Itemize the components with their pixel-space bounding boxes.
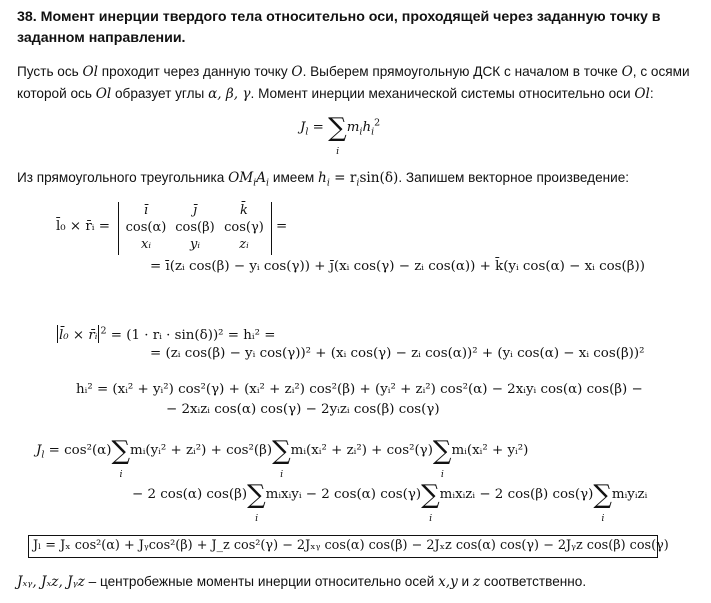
matrix-cell: k̄	[240, 203, 248, 218]
matrix-cell: cos(γ)	[224, 220, 264, 235]
matrix-cell: j̄	[192, 203, 198, 218]
matrix-cell: xᵢ	[141, 237, 151, 252]
footer-paragraph: Jₓᵧ, Jₓz, Jᵧz – центробежные моменты инерции относительно осей x,y и z соответственно.	[17, 574, 587, 590]
matrix-cell: yᵢ	[190, 237, 200, 252]
moment-of-inertia-formula: $J_l$ = ∑ i $m_ih_i^2$	[300, 113, 381, 157]
triangle-paragraph: Из прямоугольного треугольника $OM_iA_i$ имеем $h_i = r_i\sin(\delta)$. Запишем векторное произведение:	[17, 170, 630, 189]
jl-sum-line2: − 2 cos(α) cos(β)∑ i mᵢxᵢyᵢ − 2 cos(α) cos(γ)∑ i mᵢxᵢzᵢ − 2 cos(β) cos(γ)∑ i mᵢyᵢzᵢ	[132, 480, 648, 524]
result-formula: Jₗ = Jₓ cos²(α) + Jᵧcos²(β) + J_z cos²(γ) − 2Jₓᵧ cos(α) cos(β) − 2Jₓz cos(α) cos(γ) − 2Jᵧz cos(β) cos(γ)	[33, 538, 669, 553]
matrix-cell: cos(α)	[125, 220, 167, 235]
section-heading: 38. Момент инерции твердого тела относительно оси, проходящей через заданную точку в заданном направлении.	[17, 9, 661, 46]
result-box	[28, 535, 669, 558]
norm-squared-line1: l̄₀ × r̄ᵢ $^2$ = (1 · rᵢ · sin(δ))² = hᵢ² =	[59, 325, 276, 343]
h-squared-line2: − 2xᵢzᵢ cos(α) cos(γ) − 2yᵢzᵢ cos(β) cos(γ)	[166, 402, 440, 417]
h-squared-line1: hᵢ² = (xᵢ² + yᵢ²) cos²(γ) + (xᵢ² + zᵢ²) cos²(β) + (yᵢ² + zᵢ²) cos²(α) − 2xᵢyᵢ cos(α) cos(β) −	[76, 382, 643, 397]
matrix-cell: cos(β)	[175, 220, 215, 235]
cross-product-equals: =	[276, 219, 288, 234]
jl-sum-line1: $J_l = \cos^2(\alpha)\sum$ i mᵢ(yᵢ² + zᵢ²) + cos²(β)∑ i mᵢ(xᵢ² + zᵢ²) + cos²(γ)∑ i mᵢ(xᵢ² + yᵢ²)	[36, 436, 529, 480]
matrix-cell: zᵢ	[239, 237, 249, 252]
cross-product-expansion: = ī(zᵢ cos(β) − yᵢ cos(γ)) + j̄(xᵢ cos(γ) − zᵢ cos(α)) + k̄(yᵢ cos(α) − xᵢ cos(β))	[150, 259, 645, 274]
intro-paragraph: Пусть ось Ol проходит через данную точку O. Выберем прямоугольную ДСК с началом в точке O, с осями которой ось Ol образует углы α, β, γ. Момент инерции механической системы относительно оси Ol:	[17, 64, 690, 102]
norm-squared-line2: = (zᵢ cos(β) − yᵢ cos(γ))² + (xᵢ cos(γ) − zᵢ cos(α))² + (yᵢ cos(α) − xᵢ cos(β))²	[150, 346, 645, 361]
cross-product-lhs: l̄₀ × r̄ᵢ =	[56, 219, 110, 234]
matrix-cell: ī	[143, 203, 149, 218]
determinant-matrix	[118, 202, 272, 255]
